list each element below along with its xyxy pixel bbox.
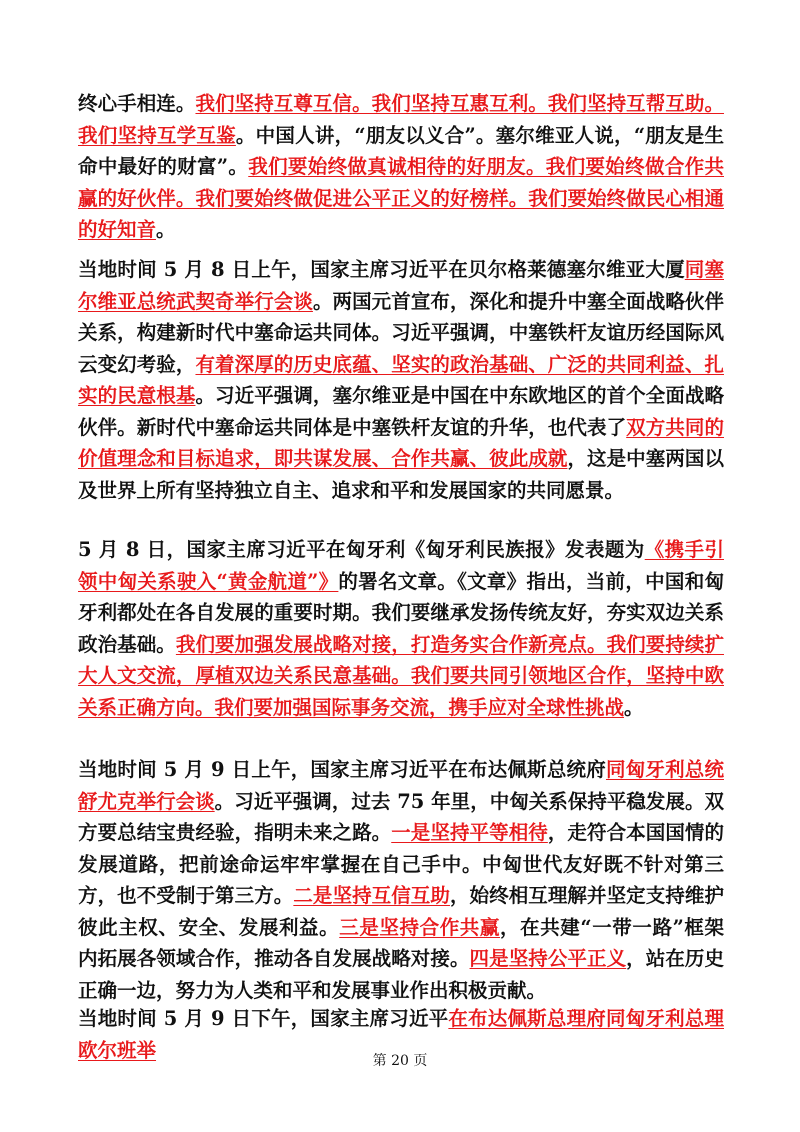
highlighted-text: 二是坚持互信互助 [293, 884, 450, 907]
page-number: 第 20 页 [372, 1053, 428, 1069]
body-text: ，站在历史正确一边，努力为人类和平和发展事业作出积极贡献。 [78, 947, 724, 1002]
body-text: 当地时间 5 月 9 日下午，国家主席习近平 [78, 1007, 449, 1030]
body-text: 。 [624, 695, 644, 719]
body-text: 当地时间 5 月 9 日上午，国家主席习近平在布达佩斯总统府 [78, 758, 606, 781]
highlighted-text: 有着深厚的历史底蕴、坚实的政治基础、广泛的共同利益、扎实的民意根基 [78, 352, 724, 407]
highlighted-text: 我们要始终做真诚相待的好朋友。我们要始终做合作共赢的好伙伴。我们要始终做促进公平正义的好榜样。我们要始终做民心相通的好知音 [78, 155, 724, 241]
paragraph-hungary-president-talks [78, 754, 724, 1006]
highlighted-text: 我们坚持互尊互信。我们坚持互惠互利。我们坚持互帮互助。我们坚持互学互鉴 [78, 92, 724, 147]
body-text: 的署名文章。《文章》指出，当前，中国和匈牙利都处在各自发展的重要时期。我们要继承发扬传统友好，夯实双边关系政治基础。 [78, 569, 724, 656]
highlighted-text: 《携手引领中匈关系驶入“黄金航道”》 [78, 538, 724, 593]
body-text: 。 [156, 218, 176, 241]
body-text: 。习近平强调，过去 75 年里，中匈关系保持平稳发展。双方要总结宝贵经验，指明未来之路。 [78, 789, 724, 844]
body-text: 。中国人讲，“朋友以义合”。塞尔维亚人说，“朋友是生命中最好的财富”。 [78, 123, 724, 178]
body-text: ，始终相互理解并坚定支持维护彼此主权、安全、发展利益。 [78, 884, 724, 939]
highlighted-text: 同塞尔维亚总统武契奇举行会谈 [78, 258, 724, 313]
body-text: 终心手相连。 [78, 92, 196, 115]
highlighted-text: 同匈牙利总统舒尤克举行会谈 [78, 758, 724, 813]
highlighted-text: 一是坚持平等相待 [391, 821, 548, 844]
body-text: ，这是中塞两国以及世界上所有坚持独立自主、追求和平和发展国家的共同愿景。 [78, 447, 724, 502]
highlighted-text: 在布达佩斯总理府同匈牙利总理欧尔班举 [78, 1007, 724, 1062]
body-text: 5 月 8 日，国家主席习近平在匈牙利《匈牙利民族报》发表题为 [78, 538, 645, 561]
body-text: ，在共建“一带一路”框架内拓展各领域合作，推动各自发展战略对接。 [78, 915, 724, 970]
body-text: 当地时间 5 月 8 日上午，国家主席习近平在贝尔格莱德塞尔维亚大厦 [78, 258, 685, 281]
paragraph-friendship [78, 88, 724, 246]
body-text: ，走符合本国国情的发展道路，把前途命运牢牢掌握在自己手中。中匈世代友好既不针对第三方，也不受制于第三方。 [78, 821, 724, 907]
paragraph-serbia-talks [78, 254, 724, 506]
highlighted-text: 双方共同的价值理念和目标追求，即共谋发展、合作共赢、彼此成就 [78, 415, 724, 470]
highlighted-text: 我们要加强发展战略对接，打造务实合作新亮点。我们要持续扩大人文交流，厚植双边关系民意基础。我们要共同引领地区合作，坚持中欧关系正确方向。我们要加强国际事务交流，携手应对全球性挑战 [78, 632, 724, 719]
body-text: 。习近平强调，塞尔维亚是中国在中东欧地区的首个全面战略伙伴。新时代中塞命运共同体是中塞铁杆友谊的升华，也代表了 [78, 384, 724, 439]
highlighted-text: 四是坚持公平正义 [469, 947, 627, 970]
body-text: 。两国元首宣布，深化和提升中塞全面战略伙伴关系，构建新时代中塞命运共同体。习近平强调，中塞铁杆友谊历经国际风云变幻考验， [78, 289, 724, 376]
paragraph-hungary-article [78, 534, 724, 723]
highlighted-text: 三是坚持合作共赢 [339, 915, 500, 939]
